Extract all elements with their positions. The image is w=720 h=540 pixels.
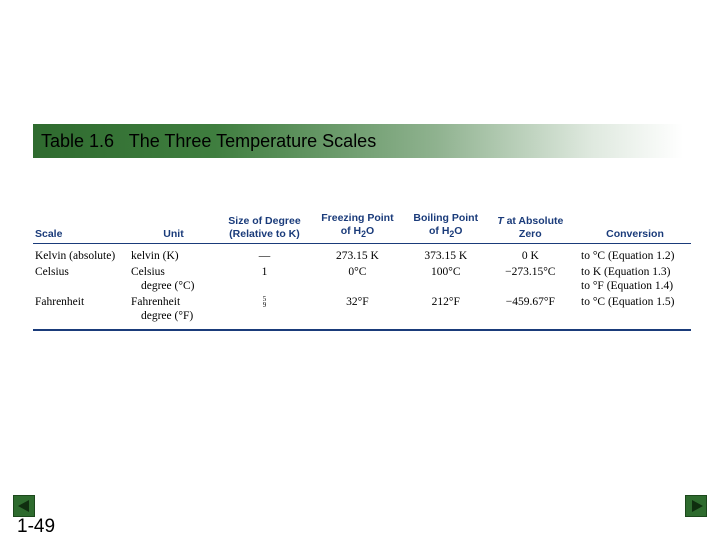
header-conversion: Conversion bbox=[573, 212, 691, 244]
cell-freezing: 32°F bbox=[346, 295, 369, 308]
header-freeze-line1: Freezing Point bbox=[321, 212, 394, 224]
fraction-numerator: 5 bbox=[262, 294, 267, 303]
cell-conversion bbox=[573, 264, 691, 294]
header-freezing-point bbox=[311, 212, 404, 244]
cell-boiling: 212°F bbox=[431, 295, 460, 308]
cell-scale: Kelvin (absolute) bbox=[35, 249, 116, 262]
fraction-denominator: 9 bbox=[262, 300, 267, 309]
cell-unit-line1: kelvin (K) bbox=[131, 249, 179, 262]
title-bar bbox=[33, 124, 683, 158]
cell-unit bbox=[129, 294, 218, 324]
cell-unit bbox=[129, 264, 218, 294]
previous-slide-button[interactable] bbox=[13, 495, 35, 517]
header-freeze-line2: of H bbox=[340, 225, 362, 237]
cell-unit bbox=[129, 248, 218, 264]
size-fraction bbox=[263, 296, 267, 308]
table-row bbox=[33, 294, 691, 324]
cell-size: — bbox=[258, 249, 271, 262]
conversion-line: to °F (Equation 1.4) bbox=[581, 279, 674, 292]
temperature-scales-table bbox=[33, 212, 691, 324]
table-header-row bbox=[33, 212, 691, 244]
header-boil-line1: Boiling Point bbox=[413, 212, 479, 224]
cell-size bbox=[218, 294, 311, 324]
cell-size: 1 bbox=[261, 265, 268, 278]
conversion-line: to °C (Equation 1.2) bbox=[581, 249, 675, 262]
cell-freezing: 0°C bbox=[348, 265, 367, 278]
cell-scale: Fahrenheit bbox=[35, 295, 85, 308]
header-size-line2: (Relative to K) bbox=[229, 228, 300, 241]
header-abs-line2: Zero bbox=[518, 228, 542, 241]
header-boil-sub: 2 bbox=[449, 229, 455, 240]
header-freeze-line2-end: O bbox=[365, 225, 375, 237]
cell-boiling: 373.15 K bbox=[424, 249, 468, 262]
conversion-line: to K (Equation 1.3) bbox=[581, 265, 671, 278]
cell-unit-line1: Fahrenheit bbox=[131, 295, 181, 308]
cell-abs-zero: −273.15°C bbox=[505, 265, 556, 278]
cell-conversion bbox=[573, 248, 691, 264]
header-freeze-sub: 2 bbox=[361, 229, 366, 240]
header-boil-line2-end: O bbox=[454, 225, 463, 237]
header-boil-line2: of H bbox=[429, 225, 450, 237]
header-unit: Unit bbox=[129, 212, 218, 244]
next-slide-button[interactable] bbox=[685, 495, 707, 517]
slide-number: 1-49 bbox=[17, 516, 56, 537]
header-abs-line1: at Absolute bbox=[503, 215, 564, 228]
cell-unit-line2: degree (°F) bbox=[141, 309, 194, 322]
conversion-line: to °C (Equation 1.5) bbox=[581, 295, 675, 308]
header-absolute-zero bbox=[488, 212, 573, 244]
table-bottom-rule bbox=[33, 329, 691, 331]
header-scale: Scale bbox=[33, 212, 129, 244]
cell-freezing: 273.15 K bbox=[336, 249, 379, 262]
cell-boiling: 100°C bbox=[430, 265, 461, 278]
triangle-right-icon bbox=[692, 500, 703, 512]
table-row bbox=[33, 264, 691, 294]
table-row bbox=[33, 248, 691, 264]
cell-conversion bbox=[573, 294, 691, 324]
triangle-left-icon bbox=[18, 500, 29, 512]
header-boiling-point bbox=[404, 212, 488, 244]
cell-scale: Celsius bbox=[35, 265, 69, 278]
cell-unit-line1: Celsius bbox=[131, 265, 165, 278]
header-abs-t: T bbox=[497, 215, 504, 228]
cell-unit-line2: degree (°C) bbox=[141, 279, 195, 292]
header-size-of-degree bbox=[218, 212, 311, 244]
cell-abs-zero: 0 K bbox=[521, 249, 539, 262]
cell-abs-zero: −459.67°F bbox=[505, 295, 555, 308]
header-size-line1: Size of Degree bbox=[228, 215, 301, 228]
slide-title: Table 1.6 The Three Temperature Scales bbox=[41, 131, 377, 151]
